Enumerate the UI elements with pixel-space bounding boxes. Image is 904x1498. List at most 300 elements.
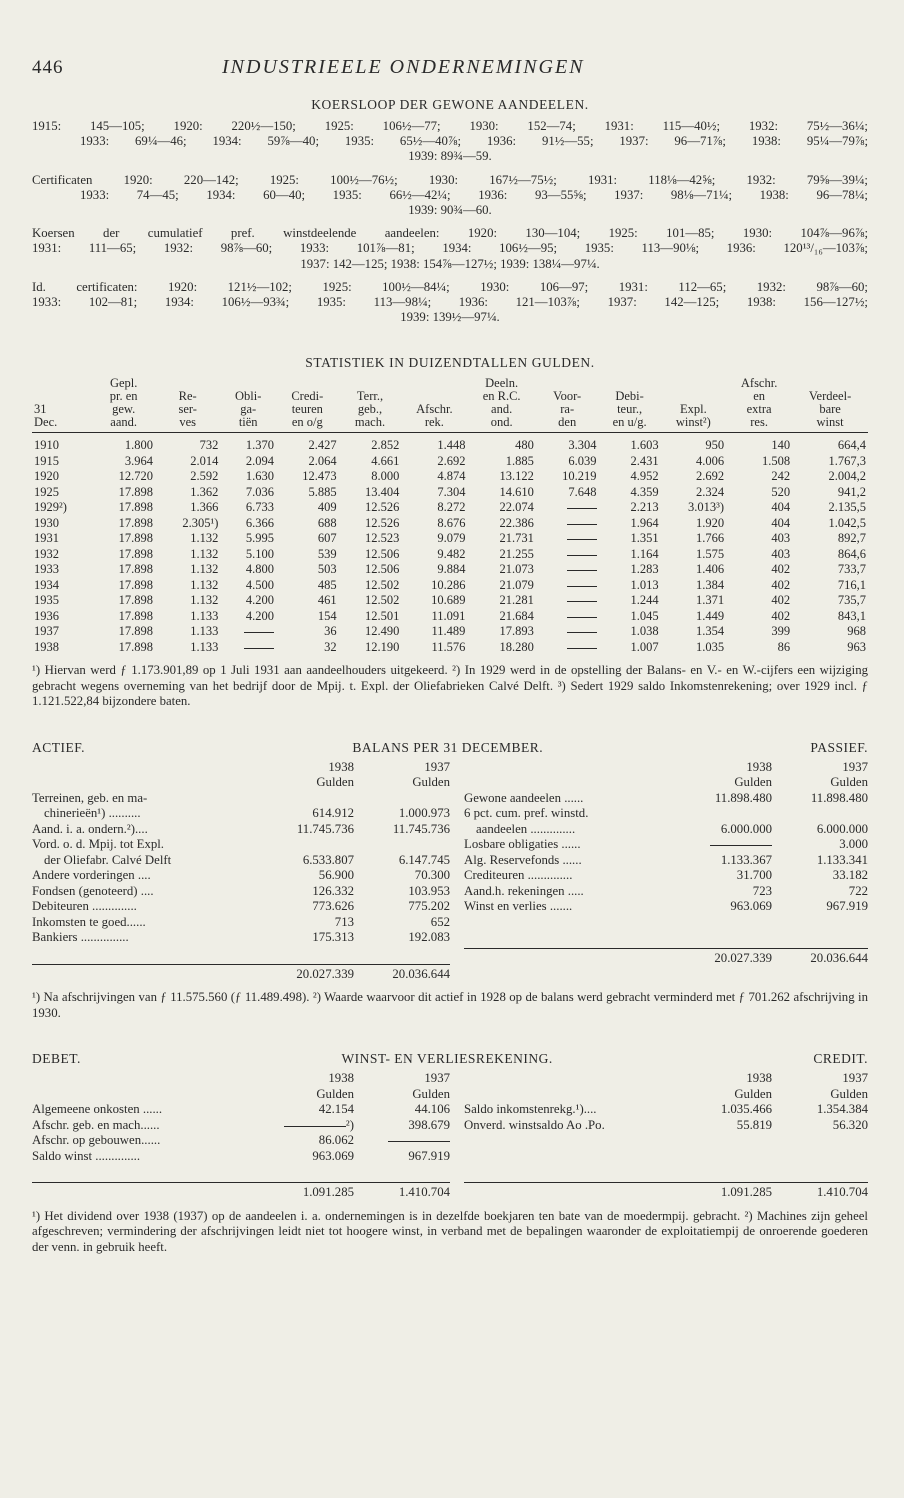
column-header: den	[536, 416, 599, 433]
table-cell: 664,4	[837, 438, 866, 453]
ledger-value: 713	[334, 914, 354, 929]
table-cell: 716,1	[837, 577, 866, 592]
table-cell	[536, 578, 599, 594]
dash-mark	[567, 601, 597, 602]
table-cell: 242	[771, 469, 791, 484]
table-cell: 1.133	[190, 624, 219, 639]
ledger-spacer	[32, 1087, 258, 1103]
table-cell: 2.305¹)	[182, 515, 219, 530]
ledger-row	[464, 806, 868, 822]
table-cell: 1.045	[630, 608, 659, 623]
dash-mark	[567, 539, 597, 540]
table-cell: 12.502	[364, 593, 400, 608]
ledger-value: 963.069	[730, 899, 772, 914]
table-cell: 17.898	[118, 577, 153, 592]
ledger-label: Andere vorderingen ....	[32, 868, 151, 883]
statistiek-title: STATISTIEK IN DUIZENDTALLEN GULDEN.	[305, 355, 595, 371]
table-cell: 2.427	[308, 438, 337, 453]
ledger-label: Algemeene onkosten ......	[32, 1102, 163, 1117]
ledger-label: Saldo inkomstenrekg.¹)....	[464, 1102, 597, 1117]
ledger-value	[258, 837, 354, 853]
ledger-value: 1.354.384	[816, 1102, 868, 1117]
text-line: Id. certificaten: 1920: 121½—102; 1925: 100½—84¼; 1930: 106—97; 1931: 112—65; 1932: 98⅞—60;	[32, 279, 868, 294]
table-cell: 4.200	[245, 593, 274, 608]
column-header: pr. en	[109, 389, 138, 404]
table-cell: 17.898	[118, 562, 153, 577]
ledger-value: 11.898.480	[810, 790, 868, 805]
debet-column	[32, 1071, 450, 1201]
table-cell: 5.885	[308, 484, 337, 499]
ledger-label: Vord. o. d. Mpij. tot Expl.	[32, 837, 165, 852]
table-cell: 2.014	[190, 453, 219, 468]
ledger-value: 967.919	[826, 899, 868, 914]
column-header	[32, 377, 92, 390]
table-cell: 864,6	[837, 546, 866, 561]
table-cell: 1910	[34, 438, 59, 453]
ledger-label: Aand. i. a. ondern.²)....	[32, 821, 148, 836]
column-header: aand.	[92, 416, 155, 433]
ledger-label: Onverd. winstsaldo Ao .Po.	[464, 1117, 605, 1132]
table-cell: 12.501	[364, 608, 400, 623]
table-cell: 2.324	[695, 484, 725, 499]
ledger-label: Crediteuren ..............	[464, 868, 573, 883]
column-header: rek.	[401, 416, 467, 433]
passief-column	[450, 760, 868, 983]
ledger-row	[464, 822, 868, 838]
table-cell: 1.283	[630, 562, 659, 577]
ledger-value: 963.069	[312, 1148, 354, 1163]
table-cell: 403	[771, 546, 791, 561]
ledger-row	[464, 899, 868, 915]
table-row	[32, 516, 868, 532]
statistiek-table	[32, 377, 868, 655]
column-header: Gulden	[412, 1086, 450, 1101]
ledger-value: 775.202	[408, 899, 450, 914]
ledger-row	[464, 837, 868, 853]
table-cell: 1.800	[124, 438, 153, 453]
ledger-label: der Oliefabr. Calvé Delft	[44, 852, 172, 867]
table-cell: 968	[847, 624, 866, 639]
actief-title: ACTIEF.	[32, 739, 86, 755]
table-cell: 1915	[34, 453, 59, 468]
ledger-row	[32, 915, 450, 931]
ledger-total: 1.410.704	[816, 1185, 868, 1200]
ledger-value: 967.919	[408, 1148, 450, 1163]
table-cell: 3.964	[124, 453, 153, 468]
ledger-spacer	[464, 915, 865, 931]
table-cell	[536, 516, 599, 532]
table-cell: 409	[317, 500, 337, 515]
dash-mark	[567, 632, 597, 633]
dash-mark	[567, 617, 597, 618]
table-row	[32, 500, 868, 516]
table-cell: 1.766	[695, 531, 725, 546]
table-cell	[536, 562, 599, 578]
table-cell: 1935	[34, 593, 59, 608]
ledger-value: 31.700	[736, 868, 772, 883]
column-header: Credi-	[291, 389, 324, 404]
ledger-value: 44.106	[414, 1102, 450, 1117]
column-header: teuren	[291, 402, 323, 417]
running-title: INDUSTRIEELE ONDERNEMINGEN	[222, 56, 585, 78]
column-header: en u/g.	[599, 416, 661, 433]
table-cell: 1.132	[190, 546, 219, 561]
table-cell: 17.898	[118, 546, 153, 561]
ledger-row	[32, 930, 450, 946]
table-cell: 402	[771, 577, 791, 592]
table-cell: 1.964	[630, 515, 659, 530]
ledger-total: 1.091.285	[302, 1185, 354, 1200]
ledger-value: 11.745.736	[296, 821, 354, 836]
column-header: en	[753, 389, 766, 404]
dash-mark	[244, 648, 274, 649]
column-header: Terr.,	[356, 389, 384, 404]
balans-title: BALANS PER 31 DECEMBER.	[352, 739, 544, 755]
ledger-header-row	[464, 1087, 868, 1103]
ledger-row	[32, 899, 450, 915]
wv-title: WINST- EN VERLIESREKENING.	[341, 1051, 553, 1067]
ledger-label: 6 pct. cum. pref. winstd.	[464, 806, 589, 821]
ledger-spacer	[32, 967, 258, 983]
ledger-label: Losbare obligaties ......	[464, 837, 581, 852]
table-cell	[536, 624, 599, 640]
column-header: 1937	[842, 1071, 868, 1086]
table-cell: 21.684	[499, 608, 534, 623]
table-cell: 12.502	[364, 577, 400, 592]
actief-column	[32, 760, 450, 983]
ledger-label: Bankiers ...............	[32, 930, 129, 945]
table-cell: 1.384	[695, 577, 725, 592]
wv-footnote: ¹) Het dividend over 1938 (1937) op de aandeelen i. a. ondernemingen is in dezelfde boekjaren ten bate van de moedermpij. gebracht. ²) Machines zijn geheel afgeschreven; vermindering der afschrijvingen leidt niet tot hoogere winst, in verband met de bepalingen waaronder de exploitatiempij de onroerende goederen der venn. in gebruik heeft.	[32, 1208, 868, 1254]
table-cell: 1.448	[437, 438, 466, 453]
table-cell: 8.676	[437, 515, 466, 530]
table-cell: 1.164	[630, 546, 659, 561]
table-cell: 3.304	[568, 438, 597, 453]
balans-footnote: ¹) Na afschrijvingen van ƒ 11.575.560 (ƒ 11.489.498). ²) Waarde waarvoor dit actief in 1928 op de balans werd gebracht verminderd met ƒ 701.262 afschrijving in 1930.	[32, 990, 868, 1020]
ledger-total: 20.027.339	[714, 951, 772, 966]
column-header: winst	[792, 416, 868, 433]
table-cell: 461	[317, 593, 337, 608]
table-cell: 1920	[34, 469, 59, 484]
table-cell: 9.884	[437, 562, 466, 577]
table-cell: 403	[771, 531, 791, 546]
page-header	[32, 56, 868, 79]
ledger-value: 126.332	[312, 883, 354, 898]
table-cell: 402	[771, 562, 791, 577]
dash-mark	[567, 524, 597, 525]
table-row	[32, 547, 868, 563]
column-header: 1938	[328, 759, 354, 774]
column-header: ond.	[467, 416, 535, 433]
table-cell: 1.920	[695, 515, 725, 530]
table-cell	[220, 624, 276, 640]
ledger-value: 1.133.367	[720, 852, 772, 867]
ledger-value: 175.313	[312, 930, 354, 945]
ledger-spacer	[464, 1087, 676, 1103]
table-cell: 1937	[34, 624, 59, 639]
table-cell: 1.449	[695, 608, 725, 623]
text-line: 1939: 89¾—59.	[408, 149, 492, 164]
column-header: Re-	[178, 389, 197, 404]
ledger-label: Debiteuren ..............	[32, 899, 137, 914]
dash-mark	[388, 1141, 450, 1142]
ledger-value: 1.133.341	[816, 852, 868, 867]
table-cell: 13.122	[499, 469, 534, 484]
table-cell: 539	[317, 546, 337, 561]
table-cell: 1.767,3	[828, 453, 866, 468]
column-header: Verdeel-	[808, 389, 852, 404]
table-cell: 1934	[34, 577, 59, 592]
column-header: Gepl.	[109, 376, 138, 391]
table-cell: 86	[777, 639, 791, 654]
table-cell: 688	[317, 515, 337, 530]
table-cell: 17.898	[118, 531, 153, 546]
ledger-value: 722	[848, 883, 868, 898]
column-header: Gulden	[316, 1086, 354, 1101]
koersloop-pref	[32, 226, 868, 272]
table-cell: 1.132	[190, 562, 219, 577]
text-line: 1933: 69¼—46; 1934: 59⅞—40; 1935: 65½—40⅞; 1936: 91½—55; 1937: 96—71⅞; 1938: 95¼—79⅞;	[80, 134, 868, 149]
ledger-row	[32, 806, 450, 822]
ledger-header-row	[464, 775, 868, 791]
table-cell: 1.244	[630, 593, 659, 608]
table-cell: 154	[317, 608, 337, 623]
table-cell: 5.100	[245, 546, 274, 561]
table-cell: 3.013³)	[688, 500, 725, 515]
balans-header	[32, 740, 868, 756]
table-cell: 11.576	[431, 639, 466, 654]
ledger-label: Terreinen, geb. en ma-	[32, 790, 148, 805]
ledger-value: 6.147.745	[398, 852, 450, 867]
table-cell: 1931	[34, 531, 59, 546]
column-header: Expl.	[679, 402, 707, 417]
ledger-spacer	[464, 951, 676, 967]
column-header: mach.	[339, 416, 402, 433]
table-cell: 5.995	[245, 531, 274, 546]
ledger-spacer	[464, 1185, 676, 1201]
table-cell: 1.354	[695, 624, 725, 639]
ledger-total: 20.036.644	[392, 966, 450, 981]
ledger-header-row	[32, 760, 450, 776]
ledger-value: 86.062	[318, 1133, 354, 1148]
ledger-value	[258, 791, 354, 807]
table-cell: 1.042,5	[828, 515, 866, 530]
table-cell: 1938	[34, 639, 59, 654]
table-cell	[536, 640, 599, 656]
column-header	[661, 377, 726, 390]
column-header: extra	[746, 402, 772, 417]
table-cell: 12.526	[364, 500, 400, 515]
ledger-spacer	[464, 1133, 865, 1149]
ledger-spacer	[464, 760, 676, 776]
column-header: ser-	[178, 402, 197, 417]
ledger-row	[464, 1118, 868, 1134]
table-cell: 12.506	[364, 562, 400, 577]
koersloop-pref-cert	[32, 280, 868, 326]
ledger-row	[32, 853, 450, 869]
page-number: 446	[32, 57, 64, 78]
table-cell: 2.852	[371, 438, 400, 453]
text-line: Certificaten 1920: 220—142; 1925: 100½—76½; 1930: 167½—75½; 1931: 118⅛—42⅝; 1932: 79⅝—39¼;	[32, 172, 868, 187]
table-cell: 2.592	[190, 469, 219, 484]
table-cell: 1.406	[695, 562, 725, 577]
ledger-header-row	[464, 760, 868, 776]
wv-table	[32, 1071, 868, 1201]
text-line: 1915: 145—105; 1920: 220½—150; 1925: 106½—77; 1930: 152—74; 1931: 115—40½; 1932: 75½—36¼;	[32, 119, 868, 133]
column-header: Obli-	[235, 389, 262, 404]
ledger-row	[32, 822, 450, 838]
table-row	[32, 454, 868, 470]
table-row	[32, 609, 868, 625]
table-row	[32, 593, 868, 609]
table-cell: 4.006	[695, 453, 725, 468]
table-row	[32, 624, 868, 640]
ledger-label: Afschr. op gebouwen......	[32, 1133, 161, 1148]
column-header: Afschr.	[740, 376, 778, 391]
table-cell: 4.661	[371, 453, 400, 468]
table-cell: 2.135,5	[828, 500, 866, 515]
ledger-value: 773.626	[312, 899, 354, 914]
dash-mark	[567, 648, 597, 649]
column-header	[401, 377, 467, 390]
ledger-row	[32, 868, 450, 884]
ledger-value: 56.900	[318, 868, 354, 883]
ledger-value: 56.320	[832, 1117, 868, 1132]
text-line: 1939: 90¾—60.	[408, 203, 492, 218]
table-row	[32, 469, 868, 485]
table-cell: 2.094	[245, 453, 274, 468]
column-header: Gulden	[734, 775, 772, 790]
table-cell: 2.004,2	[828, 469, 866, 484]
table-cell: 7.648	[568, 484, 597, 499]
table-cell: 733,7	[837, 562, 866, 577]
ledger-total-row	[32, 964, 450, 983]
table-cell: 892,7	[837, 531, 866, 546]
table-cell: 10.219	[562, 469, 597, 484]
column-header: teur.,	[617, 402, 643, 417]
dash-mark	[567, 508, 597, 509]
table-cell: 1.362	[190, 484, 219, 499]
table-cell: 1.133	[190, 608, 219, 623]
ledger-value	[676, 837, 772, 853]
table-cell: 6.733	[245, 500, 274, 515]
table-cell: 17.898	[118, 484, 153, 499]
ledger-header-row	[32, 1087, 450, 1103]
table-cell: 10.286	[431, 577, 466, 592]
table-cell	[536, 609, 599, 625]
table-cell: 12.720	[118, 469, 153, 484]
table-cell	[536, 547, 599, 563]
credit-column	[450, 1071, 868, 1201]
table-cell: 17.898	[118, 515, 153, 530]
ledger-row	[32, 791, 450, 807]
table-cell: 1.370	[245, 438, 274, 453]
column-header: en o/g	[276, 416, 339, 433]
table-cell: 404	[771, 515, 791, 530]
ledger-value: 614.912	[312, 806, 354, 821]
table-cell: 1936	[34, 608, 59, 623]
ledger-label: Winst en verlies .......	[464, 899, 573, 914]
table-cell: 22.074	[499, 500, 534, 515]
ledger-value	[354, 837, 450, 853]
column-header: Voor-	[553, 389, 582, 404]
ledger-total: 20.027.339	[296, 966, 354, 981]
table-cell: 2.431	[630, 453, 659, 468]
ledger-value	[354, 1133, 450, 1149]
ledger-label: Saldo winst ..............	[32, 1148, 141, 1163]
column-header: 1938	[746, 1071, 772, 1086]
table-row	[32, 562, 868, 578]
ledger-label: chinerieën¹) ..........	[44, 806, 141, 821]
ledger-header-row	[464, 1071, 868, 1087]
table-cell: 21.731	[499, 531, 534, 546]
table-cell: 12.190	[364, 639, 400, 654]
table-cell: 4.952	[630, 469, 659, 484]
ledger-spacer	[32, 760, 258, 776]
table-row	[32, 433, 868, 454]
table-cell: 6.039	[568, 453, 597, 468]
table-cell: 4.874	[437, 469, 466, 484]
column-header: res.	[726, 416, 792, 433]
koersloop-gewone	[32, 119, 868, 165]
ledger-row	[464, 884, 868, 900]
ledger-label: Gewone aandeelen ......	[464, 790, 584, 805]
column-header: ra-	[560, 402, 575, 417]
table-row	[32, 640, 868, 656]
table-cell: 1.035	[695, 639, 725, 654]
ledger-label: aandeelen ..............	[476, 821, 576, 836]
ledger-row	[32, 884, 450, 900]
table-cell: 14.610	[499, 484, 534, 499]
column-header: Gulden	[316, 775, 354, 790]
ledger-value: 103.953	[408, 883, 450, 898]
table-cell: 4.800	[245, 562, 274, 577]
ledger-total: 1.410.704	[398, 1185, 450, 1200]
dash-mark	[567, 570, 597, 571]
table-cell: 17.893	[499, 624, 534, 639]
table-cell: 9.482	[437, 546, 466, 561]
table-cell: 1930	[34, 515, 59, 530]
table-cell: 2.692	[695, 469, 725, 484]
column-header: Deeln.	[485, 376, 519, 391]
table-cell: 18.280	[499, 639, 534, 654]
column-header: Gulden	[734, 1086, 772, 1101]
ledger-total: 1.091.285	[720, 1185, 772, 1200]
column-header: en R.C.	[482, 389, 521, 404]
table-cell: 1929²)	[34, 500, 67, 515]
text-line: Koersen der cumulatief pref. winstdeelende aandeelen: 1920: 130—104; 1925: 101—85; 1930: 104⅞—96⅞;	[32, 226, 868, 241]
column-header: geb.,	[357, 402, 383, 417]
table-cell: 1.132	[190, 531, 219, 546]
table-cell: 36	[324, 624, 337, 639]
table-cell	[536, 500, 599, 516]
ledger-label: Alg. Reservefonds ......	[464, 852, 582, 867]
ledger-value: 398.679	[408, 1117, 450, 1132]
column-header: Gulden	[830, 1086, 868, 1101]
column-header: Debi-	[615, 389, 644, 404]
ledger-value: 1.000.973	[398, 806, 450, 821]
table-row	[32, 485, 868, 501]
text-line: 1931: 111—65; 1932: 98⅞—60; 1933: 101⅞—81; 1934: 106½—95; 1935: 113—90⅛; 1936: 120¹³/₁₆—103⅞;	[32, 241, 868, 256]
column-header: 1938	[746, 759, 772, 774]
table-cell: 10.689	[431, 593, 466, 608]
column-header: 1938	[328, 1071, 354, 1086]
column-header: and.	[491, 402, 513, 417]
table-cell	[536, 531, 599, 547]
ledger-value: 55.819	[736, 1117, 772, 1132]
ledger-row	[32, 1102, 450, 1118]
table-row	[32, 578, 868, 594]
